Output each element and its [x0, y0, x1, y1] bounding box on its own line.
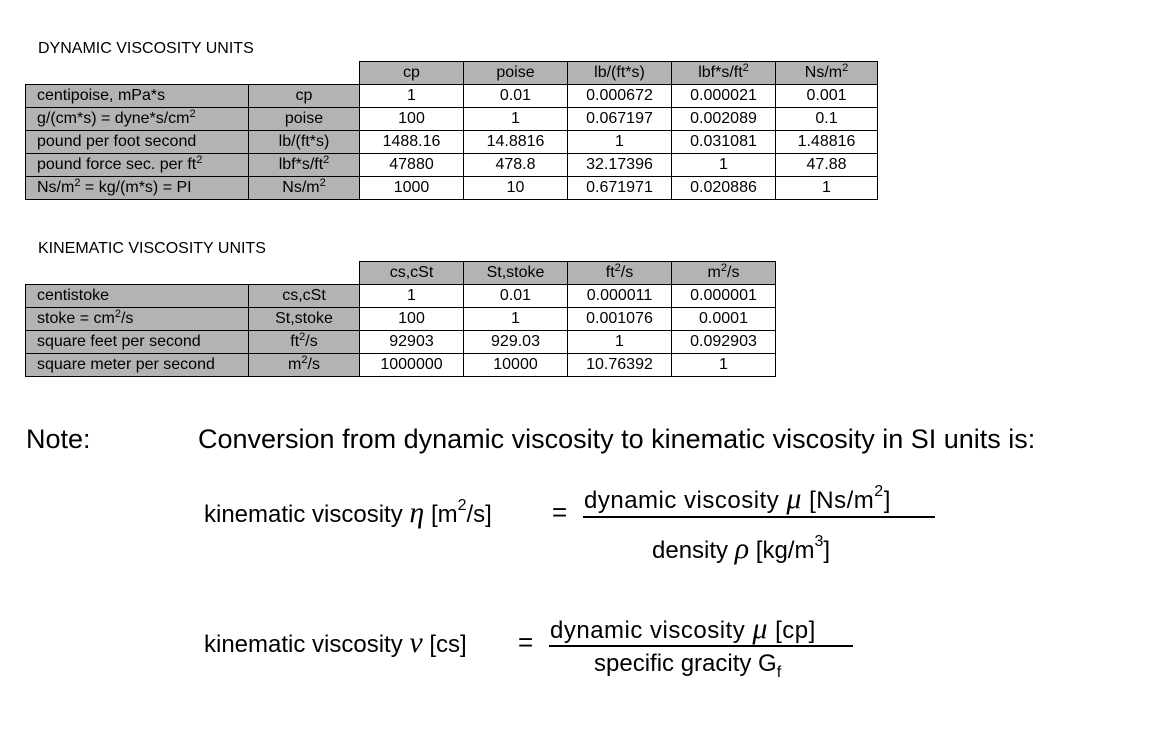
table-cell: 100: [360, 308, 464, 331]
rho-symbol: ρ: [734, 532, 750, 565]
equation-2-lhs: kinematic viscosity ν [cs]: [204, 626, 467, 659]
table-cell: 100: [360, 108, 464, 131]
table-row: [26, 154, 878, 177]
table-cell: 1: [568, 131, 672, 154]
row-label: square feet per second: [26, 331, 249, 354]
table-cell: 478.8: [464, 154, 568, 177]
table-cell: 1: [776, 177, 878, 200]
equation-1-lhs: kinematic viscosity η $[m^2/s]$: [204, 496, 492, 529]
table-cell: 0.000021: [672, 85, 776, 108]
table-cell: 0.1: [776, 108, 878, 131]
table-cell: 14.8816: [464, 131, 568, 154]
table-cell: 1: [464, 308, 568, 331]
row-label: pound force sec. per $ft^2$: [26, 154, 249, 177]
column-header: $Ns/m^2$: [776, 62, 878, 85]
table-cell: 0.000011: [568, 285, 672, 308]
column-header: poise: [464, 62, 568, 85]
row-label: pound per foot second: [26, 131, 249, 154]
dynamic-section-title: DYNAMIC VISCOSITY UNITS: [38, 40, 254, 57]
table-cell: 1488.16: [360, 131, 464, 154]
table-header-row: [26, 62, 878, 85]
table-cell: 0.067197: [568, 108, 672, 131]
column-header: $m^2/s$: [672, 262, 776, 285]
table-cell: 929.03: [464, 331, 568, 354]
table-cell: 47.88: [776, 154, 878, 177]
table-cell: 0.01: [464, 285, 568, 308]
column-header: cp: [360, 62, 464, 85]
kinematic-section-title: KINEMATIC VISCOSITY UNITS: [38, 240, 266, 257]
table-cell: 10000: [464, 354, 568, 377]
table-row: [26, 285, 776, 308]
row-abbr: $lbf*s/ft^2$: [249, 154, 360, 177]
row-abbr: cp: [249, 85, 360, 108]
column-header: $ft^2/s$: [568, 262, 672, 285]
row-label: $Ns/m^2 = kg/(m*s)$ = PI: [26, 177, 249, 200]
table-cell: 0.01: [464, 85, 568, 108]
row-label: centipoise, mPa*s: [26, 85, 249, 108]
table-cell: 32.17396: [568, 154, 672, 177]
column-header: lb/(ft*s): [568, 62, 672, 85]
table-cell: 92903: [360, 331, 464, 354]
equation-1-denominator: density ρ $[kg/m^3]$: [652, 532, 831, 565]
row-label: centistoke: [26, 285, 249, 308]
table-cell: 1: [464, 108, 568, 131]
column-header: St,stoke: [464, 262, 568, 285]
equation-2-numerator: dynamic viscosity μ [cp]: [550, 612, 816, 645]
row-abbr: St,stoke: [249, 308, 360, 331]
table-cell: 0.000001: [672, 285, 776, 308]
column-header: cs,cSt: [360, 262, 464, 285]
equation-1-equals: =: [552, 497, 568, 527]
table-row: [26, 85, 878, 108]
table-row: [26, 108, 878, 131]
nu-symbol: ν: [409, 626, 423, 659]
note-label: Note:: [26, 424, 91, 454]
table-header-row: [26, 262, 776, 285]
mu-symbol: μ: [752, 612, 768, 645]
equation-1-numerator: dynamic viscosity μ $[Ns/m^2]$: [584, 482, 891, 515]
row-label: square meter per second: [26, 354, 249, 377]
table-cell: 0.031081: [672, 131, 776, 154]
kinematic-viscosity-table: [25, 261, 776, 377]
table-cell: 0.001: [776, 85, 878, 108]
table-cell: 10: [464, 177, 568, 200]
table-cell: 1000: [360, 177, 464, 200]
equation-2-fraction-bar: [549, 645, 853, 647]
row-abbr: poise: [249, 108, 360, 131]
table-row: [26, 354, 776, 377]
table-cell: 0.000672: [568, 85, 672, 108]
equation-2-equals: =: [518, 627, 534, 657]
row-abbr: $ft^2/s$: [249, 331, 360, 354]
table-cell: 1: [568, 331, 672, 354]
equation-1-fraction-bar: [583, 516, 935, 518]
table-cell: 0.671971: [568, 177, 672, 200]
table-cell: 0.001076: [568, 308, 672, 331]
row-abbr: lb/(ft*s): [249, 131, 360, 154]
table-cell: 1.48816: [776, 131, 878, 154]
row-label: stoke = $cm^2/s$: [26, 308, 249, 331]
equation-2-denominator: specific gracity $G_f$: [594, 650, 782, 681]
table-cell: 1: [360, 85, 464, 108]
table-cell: 1: [672, 154, 776, 177]
column-header: $lbf*s/ft^2$: [672, 62, 776, 85]
table-row: [26, 331, 776, 354]
row-abbr: cs,cSt: [249, 285, 360, 308]
table-cell: 0.002089: [672, 108, 776, 131]
table-cell: 0.0001: [672, 308, 776, 331]
table-row: [26, 131, 878, 154]
eta-symbol: η: [409, 496, 425, 529]
table-cell: 1: [672, 354, 776, 377]
table-row: [26, 177, 878, 200]
mu-symbol: μ: [786, 482, 802, 515]
table-cell: 10.76392: [568, 354, 672, 377]
table-cell: 0.092903: [672, 331, 776, 354]
table-cell: 47880: [360, 154, 464, 177]
table-cell: 1: [360, 285, 464, 308]
table-cell: 1000000: [360, 354, 464, 377]
note-text: Conversion from dynamic viscosity to kinematic viscosity in SI units is:: [198, 424, 1036, 454]
dynamic-viscosity-table: [25, 61, 878, 200]
table-row: [26, 308, 776, 331]
row-label: $g/(cm*s) = dyne*s/cm^2$: [26, 108, 249, 131]
table-cell: 0.020886: [672, 177, 776, 200]
row-abbr: $m^2/s$: [249, 354, 360, 377]
row-abbr: $Ns/m^2$: [249, 177, 360, 200]
